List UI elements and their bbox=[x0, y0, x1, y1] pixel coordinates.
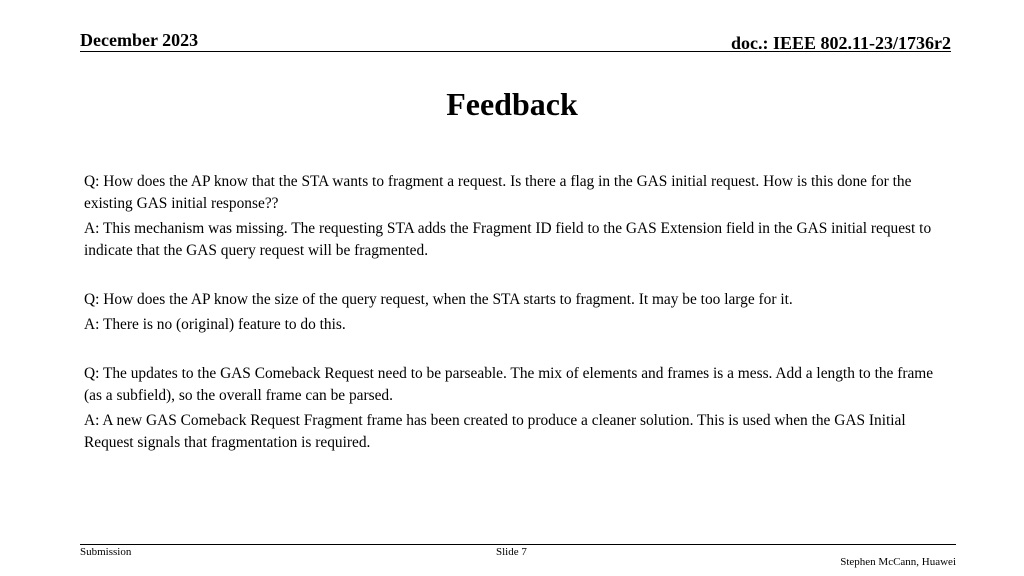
slide-title: Feedback bbox=[446, 86, 578, 122]
qa-item-2 bbox=[84, 289, 934, 336]
header-date: December 2023 bbox=[80, 30, 199, 50]
footer-submission: Submission bbox=[80, 546, 132, 558]
qa-item-3 bbox=[84, 363, 934, 454]
footer-slide-number: Slide 7 bbox=[496, 546, 527, 558]
question-text: Q: How does the AP know the size of the query request, when the STA starts to fragment. It may be too large for it. bbox=[84, 291, 793, 308]
slide-body bbox=[84, 171, 934, 457]
question-text: Q: The updates to the GAS Comeback Request need to be parseable. The mix of elements and frames is a mess. Add a length to the frame (as a subfield), so the overall frame can be parsed. bbox=[84, 365, 934, 404]
footer-divider bbox=[80, 544, 956, 545]
header-doc-id: doc.: IEEE 802.11-23/1736r2 bbox=[730, 33, 951, 53]
question-text: Q: How does the AP know that the STA wants to fragment a request. Is there a flag in the GAS initial request. How is this done for the existing GAS initial response?? bbox=[84, 173, 912, 212]
header-divider bbox=[80, 51, 951, 52]
answer-text: A: There is no (original) feature to do this. bbox=[84, 316, 346, 333]
answer-text: A: A new GAS Comeback Request Fragment frame has been created to produce a cleaner solution. This is used when the GAS Initial Request signals that fragmentation is required. bbox=[84, 412, 906, 451]
footer-author: Stephen McCann, Huawei bbox=[840, 556, 956, 568]
qa-item-1 bbox=[84, 171, 934, 262]
answer-text: A: This mechanism was missing. The requesting STA adds the Fragment ID field to the GAS Extension field in the GAS initial request to indicate that the GAS query request will be fragmented. bbox=[84, 220, 932, 259]
